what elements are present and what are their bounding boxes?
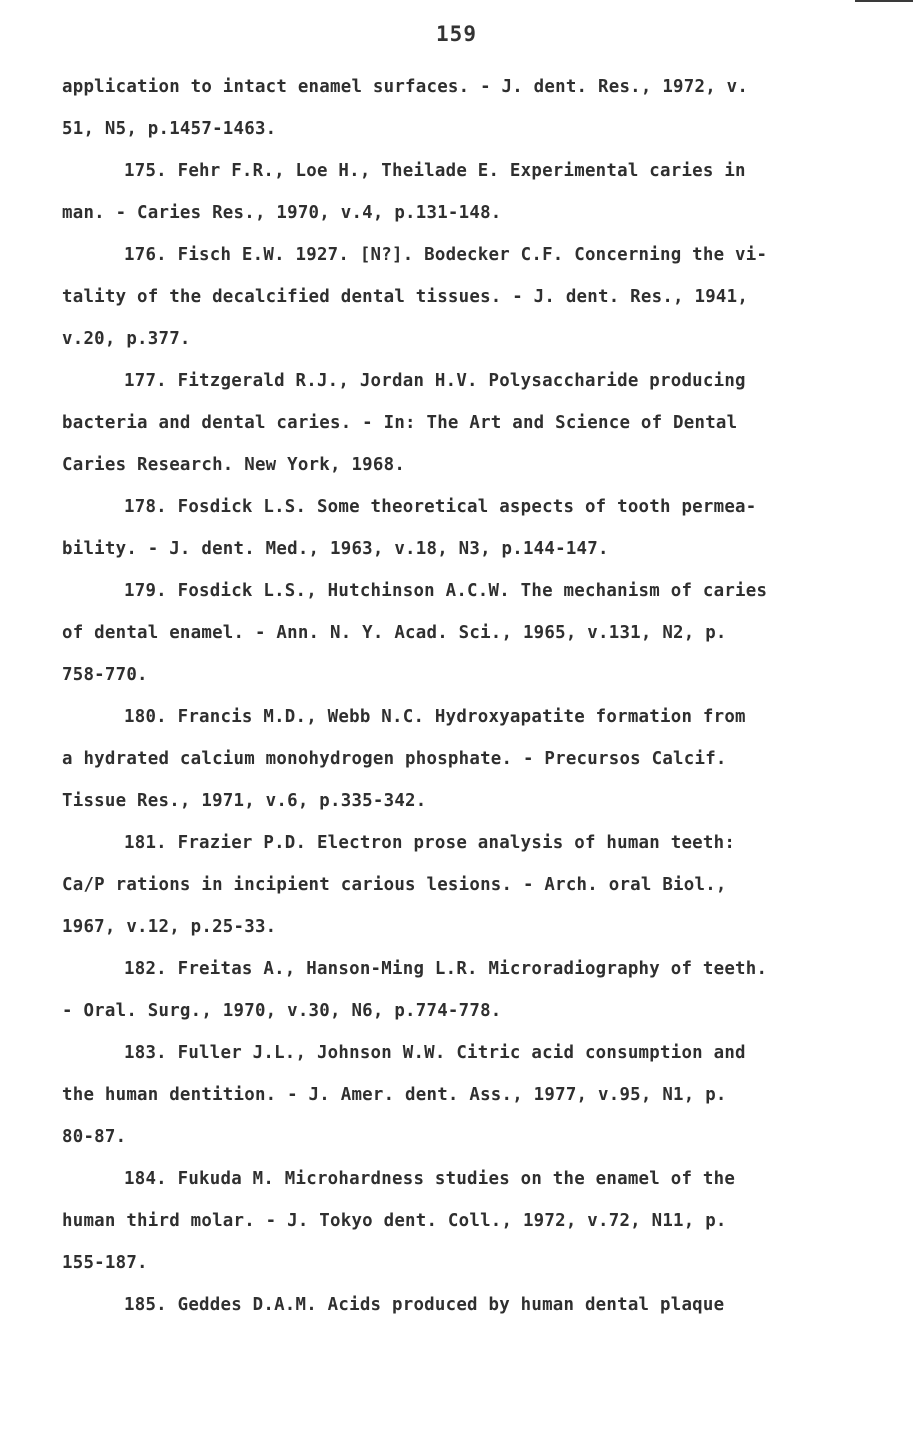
reference-line: of dental enamel. - Ann. N. Y. Acad. Sci., 1965, v.131, N2, p. <box>62 623 727 643</box>
reference-line: application to intact enamel surfaces. - J. dent. Res., 1972, v. <box>62 77 749 97</box>
reference-line: 155-187. <box>62 1253 148 1273</box>
reference-line: 182. Freitas A., Hanson-Ming L.R. Microradiography of teeth. <box>124 959 768 979</box>
reference-line: v.20, p.377. <box>62 329 191 349</box>
reference-line: 51, N5, p.1457-1463. <box>62 119 277 139</box>
reference-line: 1967, v.12, p.25-33. <box>62 917 277 937</box>
reference-line: man. - Caries Res., 1970, v.4, p.131-148. <box>62 203 502 223</box>
reference-line: 185. Geddes D.A.M. Acids produced by human dental plaque <box>124 1295 725 1315</box>
reference-line: 180. Francis M.D., Webb N.C. Hydroxyapatite formation from <box>124 707 746 727</box>
reference-line: the human dentition. - J. Amer. dent. Ass., 1977, v.95, N1, p. <box>62 1085 727 1105</box>
reference-line: tality of the decalcified dental tissues. - J. dent. Res., 1941, <box>62 287 749 307</box>
page-number: 159 <box>436 22 477 46</box>
reference-list <box>62 66 882 1326</box>
reference-line: Ca/P rations in incipient carious lesions. - Arch. oral Biol., <box>62 875 727 895</box>
top-edge-rule <box>855 0 913 2</box>
reference-line: 80-87. <box>62 1127 127 1147</box>
reference-line: 176. Fisch E.W. 1927. [N?]. Bodecker C.F. Concerning the vi- <box>124 245 768 265</box>
reference-line: bacteria and dental caries. - In: The Art and Science of Dental <box>62 413 738 433</box>
reference-line: 181. Frazier P.D. Electron prose analysis of human teeth: <box>124 833 736 853</box>
reference-line: 184. Fukuda M. Microhardness studies on the enamel of the <box>124 1169 736 1189</box>
reference-line: bility. - J. dent. Med., 1963, v.18, N3, p.144-147. <box>62 539 609 559</box>
reference-line: a hydrated calcium monohydrogen phosphate. - Precursos Calcif. <box>62 749 727 769</box>
reference-line: Tissue Res., 1971, v.6, p.335-342. <box>62 791 427 811</box>
reference-line: 177. Fitzgerald R.J., Jordan H.V. Polysaccharide producing <box>124 371 746 391</box>
reference-line: 183. Fuller J.L., Johnson W.W. Citric acid consumption and <box>124 1043 746 1063</box>
reference-line: 758-770. <box>62 665 148 685</box>
reference-line: human third molar. - J. Tokyo dent. Coll., 1972, v.72, N11, p. <box>62 1211 727 1231</box>
reference-line: - Oral. Surg., 1970, v.30, N6, p.774-778. <box>62 1001 502 1021</box>
reference-line: Caries Research. New York, 1968. <box>62 455 406 475</box>
reference-line: 178. Fosdick L.S. Some theoretical aspects of tooth permea- <box>124 497 757 517</box>
reference-line: 179. Fosdick L.S., Hutchinson A.C.W. The mechanism of caries <box>124 581 768 601</box>
reference-line: 175. Fehr F.R., Loe H., Theilade E. Experimental caries in <box>124 161 746 181</box>
